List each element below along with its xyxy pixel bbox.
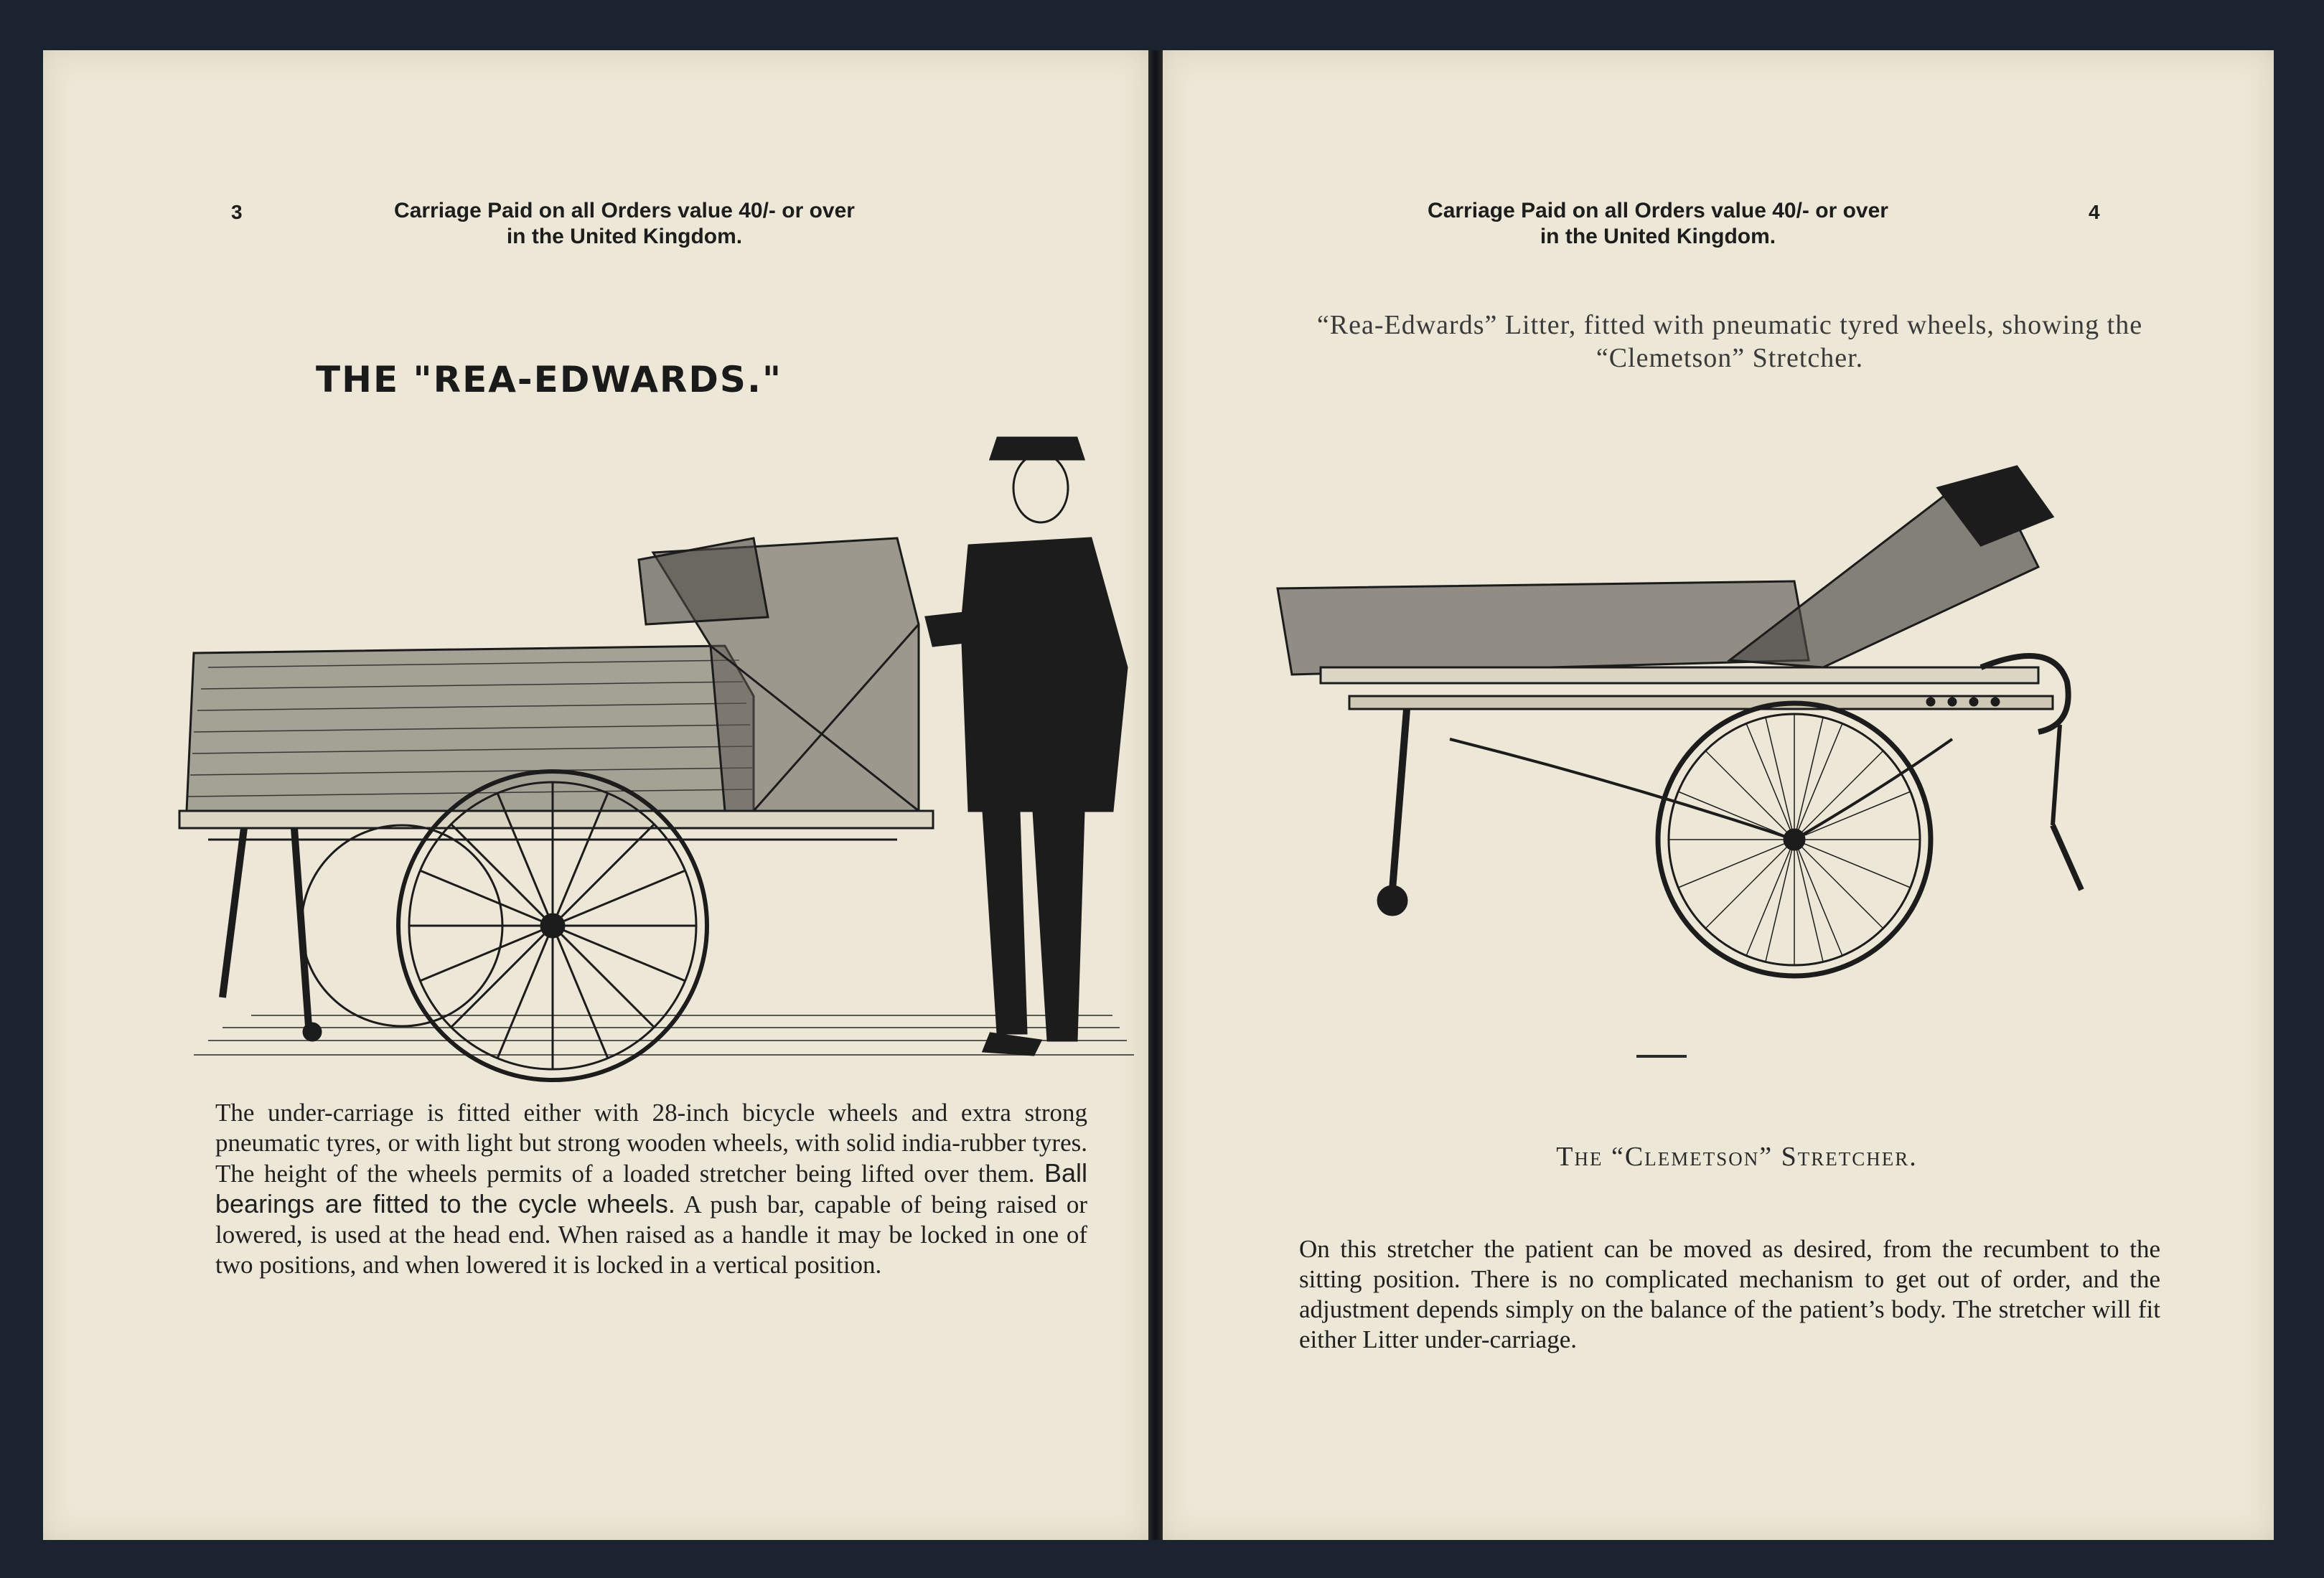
section-heading: The “Clemetson” Stretcher. (1556, 1142, 1918, 1172)
left-page (43, 50, 1148, 1540)
description-text-part-1: The under-carriage is fitted either with 28-inch bicycle wheels and extra strong pneumatic tyres, or with light but strong wooden wheels, with solid india-rubber tyres. The height of the wheels permits of a loaded stretcher being lifted over them. (215, 1099, 1087, 1188)
page-header (301, 198, 947, 250)
description-text-part-2: A push bar, capable of being raised or lowered, is used at the head end. When raised as a handle it may be locked in one of two positions, and when lowered it is locked in a vertical position. (215, 1190, 1087, 1279)
header-line-1: Carriage Paid on all Orders value 40/- or over (394, 199, 855, 222)
section-divider (1636, 1055, 1687, 1058)
book-gutter (1148, 50, 1163, 1540)
description-paragraph: On this stretcher the patient can be moved as desired, from the recumbent to the sitting position. There is no complicated mechanism to get out of order, and the adjustment depends simply on the balance of the patient’s body. The stretcher will fit either Litter under-carriage. (1299, 1235, 2160, 1353)
header-line-1: Carriage Paid on all Orders value 40/- or over (1428, 199, 1888, 222)
rea-edwards-litter-illustration (136, 409, 1141, 1091)
clemetson-stretcher-illustration (1263, 423, 2225, 997)
right-page (1163, 50, 2274, 1540)
description-paragraph (215, 1098, 1087, 1280)
page-header (1335, 198, 1981, 250)
book-spread (43, 50, 2274, 1540)
page-title: THE "REA-EDWARDS." (316, 359, 782, 400)
description-emphasis: Ball bearings are fitted to the cycle wheels. (215, 1158, 1088, 1218)
page-number: 3 (231, 201, 243, 223)
page-number: 4 (2089, 201, 2100, 223)
header-line-2: in the United Kingdom. (1540, 225, 1776, 248)
illustration-caption: “Rea-Edwards” Litter, fitted with pneumatic tyred wheels, showing the “Clemetson” Stretcher. (1316, 310, 2143, 373)
header-line-2: in the United Kingdom. (506, 225, 743, 248)
